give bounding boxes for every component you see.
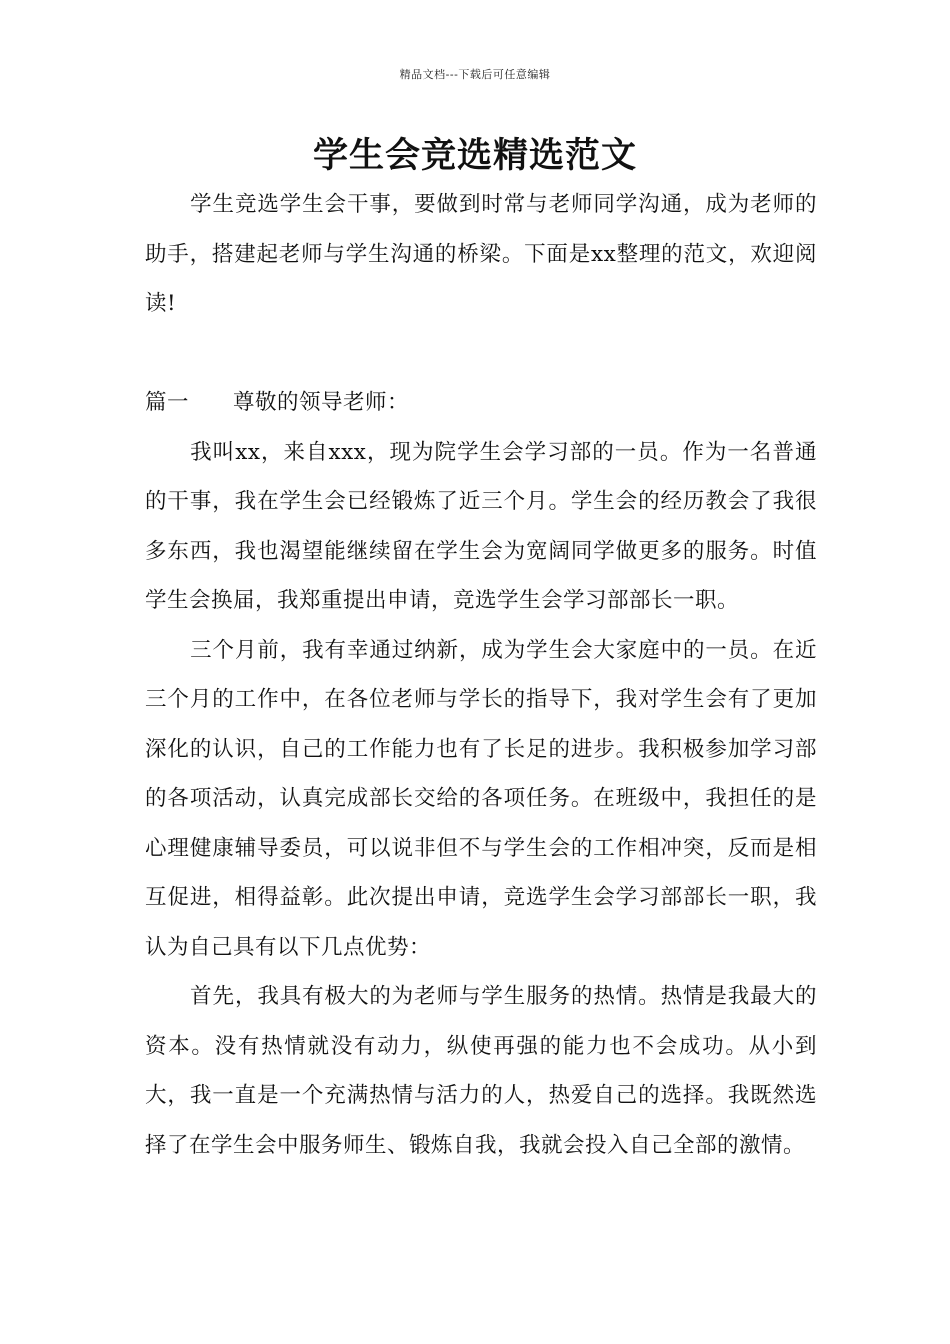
blank-line [145,329,817,379]
header-note: 精品文档---下载后可任意编辑 [399,68,551,81]
intro-paragraph: 学生竞选学生会干事，要做到时常与老师同学沟通，成为老师的助手，搭建起老师与学生沟通的桥梁。下面是xx整理的范文，欢迎阅读! [145,192,817,316]
page-title: 学生会竞选精选范文 [312,136,637,176]
salutation: 尊敬的领导老师： [233,390,410,415]
body-paragraph: 首先，我具有极大的为老师与学生服务的热情。热情是我最大的资本。没有热情就没有动力，纵使再强的能力也不会成功。从小到大，我一直是一个充满热情与活力的人，热爱自己的选择。我既然选择了在学生会中服务师生、锻炼自我，我就会投入自己全部的激情。 [145,984,817,1158]
document-body [145,180,817,1170]
section-heading [145,378,817,428]
body-paragraph: 三个月前，我有幸通过纳新，成为学生会大家庭中的一员。在近三个月的工作中，在各位老师与学长的指导下，我对学生会有了更加深化的认识，自己的工作能力也有了长足的进步。我积极参加学习部的各项活动，认真完成部长交给的各项任务。在班级中，我担任的是心理健康辅导委员，可以说非但不与学生会的工作相冲突，反而是相互促进，相得益彰。此次提出申请，竞选学生会学习部部长一职，我认为自己具有以下几点优势： [145,637,817,960]
section-label: 篇一 [145,390,190,415]
body-paragraph: 我叫xx，来自xxx，现为院学生会学习部的一员。作为一名普通的干事，我在学生会已经锻炼了近三个月。学生会的经历教会了我很多东西，我也渴望能继续留在学生会为宽阔同学做更多的服务。时值学生会换届，我郑重提出申请，竞选学生会学习部部长一职。 [145,439,817,613]
